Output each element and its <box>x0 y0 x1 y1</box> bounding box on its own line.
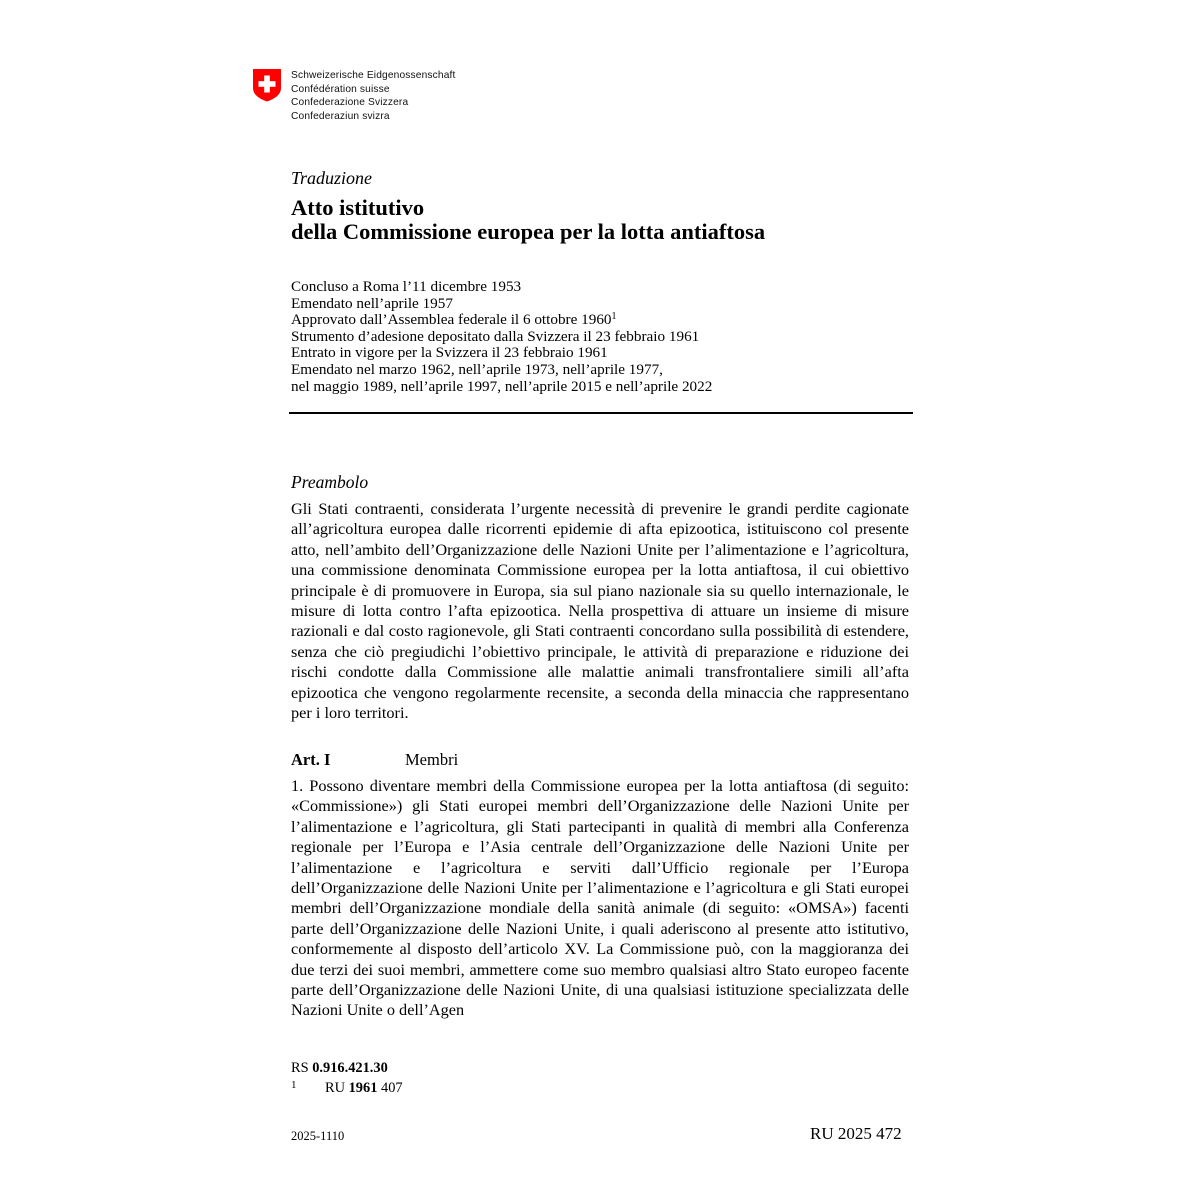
article-1-text: 1. Possono diventare membri della Commissione europea per la lotta antiaftosa (di seguito: «Commissione») gli Stati europei membri dell’Organizzazione delle Nazioni Unite per l’alimentazione e l’agricoltura, gli Stati partecipanti in qualità di membri alla Conferenza regionale per l’Europa e l’Asia centrale dell’Organizzazione delle Nazioni Unite per l’alimentazione e l’agricoltura e serviti dall’Ufficio regionale per l’Europa dell’Organizzazione delle Nazioni Unite per l’alimentazione e l’agricoltura e gli Stati europei membri dell’Organizzazione mondiale della sanità animale (di seguito: «OMSA») facenti parte dell’Organizzazione delle Nazioni Unite, i quali aderiscono al presente atto istitutivo, conformemente al disposto dell’articolo XV. La Commissione può, con la maggioranza dei due terzi dei suoi membri, ammettere come suo membro qualsiasi altro Stato europeo facente parte dell’Organizzazione delle Nazioni Unite, di una qualsiasi istituzione specializzata delle Nazioni Unite o dell’Agen <box>291 776 909 1020</box>
rs-prefix: RS <box>291 1060 309 1076</box>
document-title <box>291 196 765 244</box>
meta-amended: Emendato nell’aprile 1957 <box>291 294 453 312</box>
agency-name-it: Confederazione Svizzera <box>291 97 409 109</box>
article-1-title: Membri <box>405 750 459 769</box>
meta-amended-later-2: nel maggio 1989, nell’aprile 1997, nell’aprile 2015 e nell’aprile 2022 <box>291 377 713 395</box>
preamble-text: Gli Stati contraenti, considerata l’urgente necessità di prevenire le grandi perdite cagionate all’agricoltura europea dalle ricorrenti epidemie di afta epizootica, istituiscono col presente atto, nell’ambito dell’Organizzazione delle Nazioni Unite per l’alimentazione e l’agricoltura, una commissione denominata Commissione europea per la lotta antiaftosa, il cui obiettivo principale è di promuovere in Europa, sia sul piano nazionale sia su quello internazionale, le misure di lotta contro l’afta epizootica. Nella prospettiva di attuare un insieme di misure razionali e dal costo ragionevole, gli Stati contraenti concordano sulla possibilità di estendere, senza che ciò pregiudichi l’obiettivo principale, le attività di preparazione e riduzione dei rischi condotte dalla Commissione alle malattie animali transfrontaliere simili all’afta epizootica che vengono regolarmente recensite, a seconda della minaccia che rappresentano per i loro territori. <box>291 499 909 723</box>
meta-approved-line <box>291 312 712 329</box>
agency-name-block <box>291 69 456 123</box>
article-1-heading <box>291 749 458 771</box>
meta-approved: Approvato dall’Assemblea federale il 6 ottobre 1960 <box>291 311 612 329</box>
agency-name-de: Schweizerische Eidgenossenschaft <box>291 70 456 81</box>
footnotes <box>291 1058 403 1098</box>
header-divider <box>289 412 913 414</box>
rs-number: 0.916.421.30 <box>312 1060 388 1076</box>
document-title-line-1: Atto istitutivo <box>291 195 425 220</box>
footer-ru-reference: RU 2025 472 <box>810 1124 902 1143</box>
document-metadata <box>291 279 712 395</box>
footnote-ref-1: 1 <box>611 311 617 323</box>
footnote-1-prefix: RU <box>325 1080 345 1096</box>
swiss-cross-icon <box>252 68 282 102</box>
footnote-1-page: 407 <box>381 1080 403 1096</box>
agency-name-rm: Confederaziun svizra <box>291 110 390 122</box>
document-title-line-2: della Commissione europea per la lotta antiaftosa <box>291 219 766 244</box>
footnote-1-year: 1961 <box>348 1080 378 1096</box>
document-label: Traduzione <box>291 168 373 188</box>
rs-reference <box>291 1058 403 1078</box>
footnote-1: 1 RU 1961 407 <box>291 1079 403 1096</box>
meta-amended-later-1: Emendato nel marzo 1962, nell’aprile 1973, nell’aprile 1977, <box>291 360 663 378</box>
federal-header <box>252 68 652 128</box>
footer-document-number: 2025-1110 <box>291 1129 345 1143</box>
meta-in-force: Entrato in vigore per la Svizzera il 23 febbraio 1961 <box>291 344 608 362</box>
agency-name-fr: Confédération suisse <box>291 83 390 95</box>
article-1-number: Art. I <box>291 750 331 769</box>
preamble-heading: Preambolo <box>291 472 369 492</box>
meta-concluded: Concluso a Roma l’11 dicembre 1953 <box>291 278 522 295</box>
meta-accession: Strumento d’adesione depositato dalla Svizzera il 23 febbraio 1961 <box>291 327 700 345</box>
